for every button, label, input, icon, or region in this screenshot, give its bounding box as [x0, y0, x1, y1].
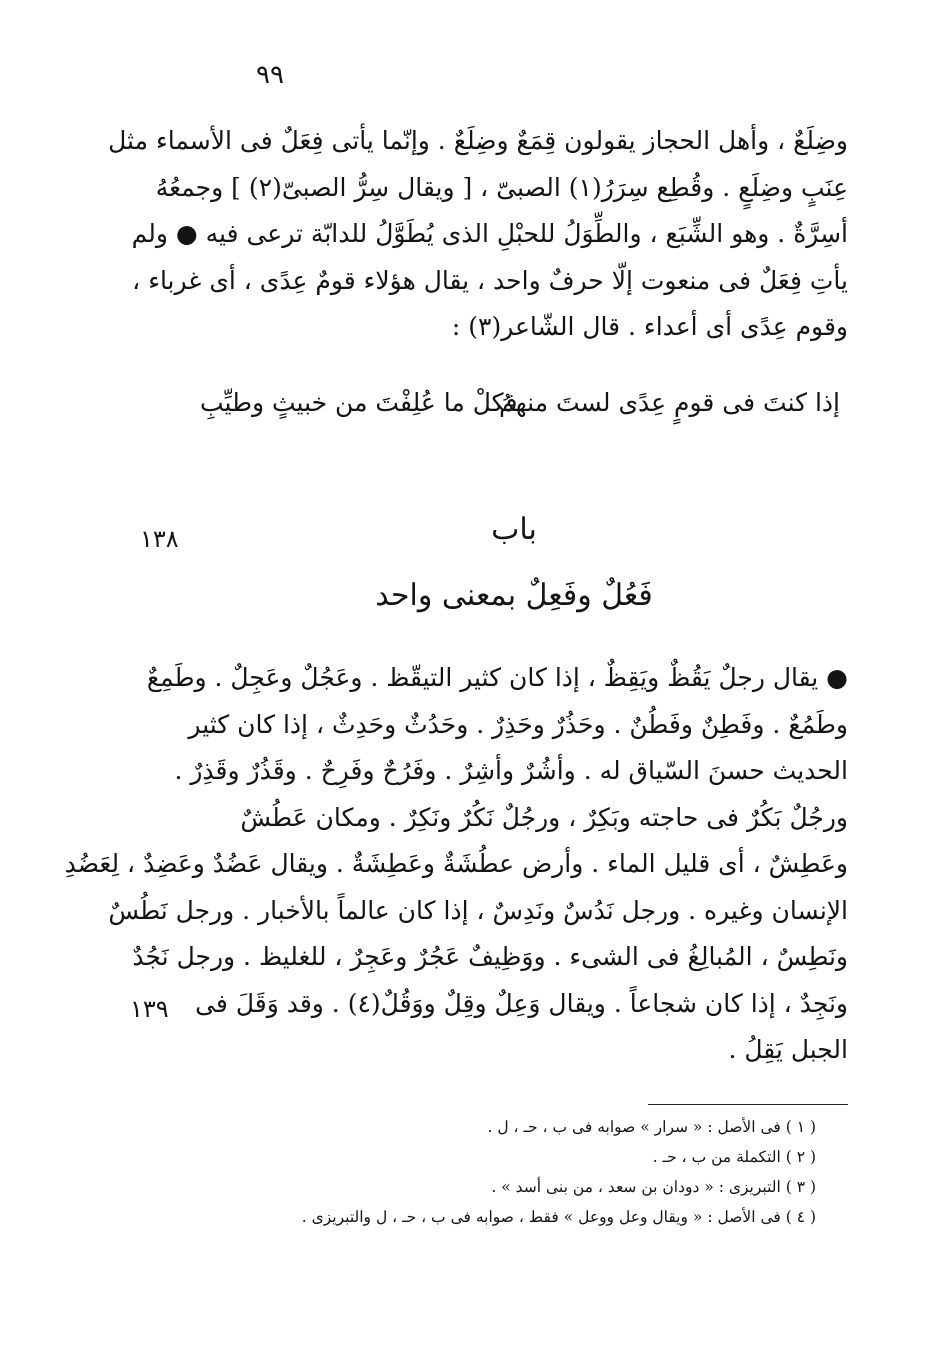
page-number: ٩٩	[256, 60, 284, 90]
poetry-verse	[200, 388, 840, 438]
footnote: ( ٣ ) التبريزى : « دودان بن سعد ، من بنى أسد » .	[491, 1178, 816, 1196]
paragraph-1-line: يأتِ فِعَلٌ فى منعوت إلّا حرفٌ واحد ، يقال هؤلاء قومٌ عِدًى ، أى غرباء ،	[132, 265, 848, 295]
paragraph-1-line: عِنَبٍ وضِلَعٍ . وقُطِع سِرَرُ(١) الصبىّ ، [ ويقال سِرُّ الصبىّ(٢) ] وجمعُهُ	[155, 172, 848, 202]
paragraph-2-line: الحديث حسنَ السّياق له . وأشُرٌ وأشِرٌ . وفَرُحٌ وفَرِحٌ . وقَذُرٌ وقَذِرٌ .	[174, 756, 848, 785]
footnote-divider	[648, 1104, 848, 1105]
footnote: ( ٢ ) التكملة من ب ، حـ .	[652, 1148, 816, 1166]
footnote: ( ٤ ) فى الأصل : « ويقال وعل ووعل » فقط ، صوابه فى ب ، حـ ، ل والتبريزى .	[301, 1208, 816, 1226]
paragraph-2-line: ● يقال رجلٌ يَقُظٌ ويَقِظٌ ، إذا كان كثير التيقّظ . وعَجُلٌ وعَجِلٌ . وطَمِعٌ	[146, 663, 848, 692]
section-title: فَعُلٌ وفَعِلٌ بمعنى واحد	[375, 578, 653, 613]
margin-number: ١٣٨	[140, 525, 179, 553]
paragraph-2-line: الإنسان وغيره . ورجل نَدُسٌ ونَدِسٌ ، إذا كان عالماً بالأخبار . ورجل نَطُسٌ	[108, 895, 848, 925]
footnotes	[180, 1112, 816, 1232]
paragraph-2-line: ونَطِسٌ ، المُبالِغُ فى الشىء . ووَظِيفٌ عَجُرٌ وعَجِرٌ ، للغليظ . ورجل نَجُدٌ	[132, 942, 848, 971]
paragraph-1	[108, 118, 848, 351]
section-heading: باب	[491, 512, 537, 547]
paragraph-2-line: وعَطِشٌ ، أى قليل الماء . وأرض عطُشَةٌ وعَطِشَةٌ . ويقال عَضُدٌ وعَضِدٌ ، لِعَضُدِ	[64, 849, 848, 878]
paragraph-2-line: ورجُلٌ بَكُرٌ فى حاجته وبَكِرٌ ، ورجُلٌ نَكُرٌ ونَكِرٌ . ومكان عَطُشٌ	[240, 802, 848, 832]
paragraph-2-line: وطَمُعٌ . وفَطِنٌ وفَطُنٌ . وحَذُرٌ وحَذِرٌ . وحَدُثٌ وحَدِثٌ ، إذا كان كثير	[188, 709, 848, 739]
paragraph-1-line: وقوم عِدًى أى أعداء . قال الشّاعر(٣) :	[451, 312, 848, 341]
verse-hemistich-second: فكلْ ما عُلِفْتَ من خبيثٍ وطيِّبِ	[200, 388, 518, 417]
footnote: ( ١ ) فى الأصل : « سرار » صوابه فى ب ، حـ ، ل .	[487, 1118, 816, 1136]
paragraph-2-line: الجبل يَقِلُ .	[728, 1035, 848, 1064]
paragraph-1-line: أسِرَّةٌ . وهو الشِّبَع ، والطِّوَلُ للحبْلِ الذى يُطَوَّلُ للدابّة ترعى فيه ● ولم	[131, 219, 848, 248]
verse-hemistich-first: إذا كنتَ فى قومٍ عِدًى لستَ منهمُ	[498, 388, 840, 417]
paragraph-1-line: وضِلَعٌ ، وأهل الحجاز يقولون قِمَعٌ وضِلَعٌ . وإنّما يأتى فِعَلٌ فى الأسماء مثل	[108, 126, 848, 155]
paragraph-2-line: ونَجِدٌ ، إذا كان شجاعاً . ويقال وَعِلٌ وقِلٌ ووَقُلٌ(٤) . وقد وَقَلَ فى	[195, 988, 848, 1018]
margin-number: ١٣٩	[130, 995, 169, 1023]
